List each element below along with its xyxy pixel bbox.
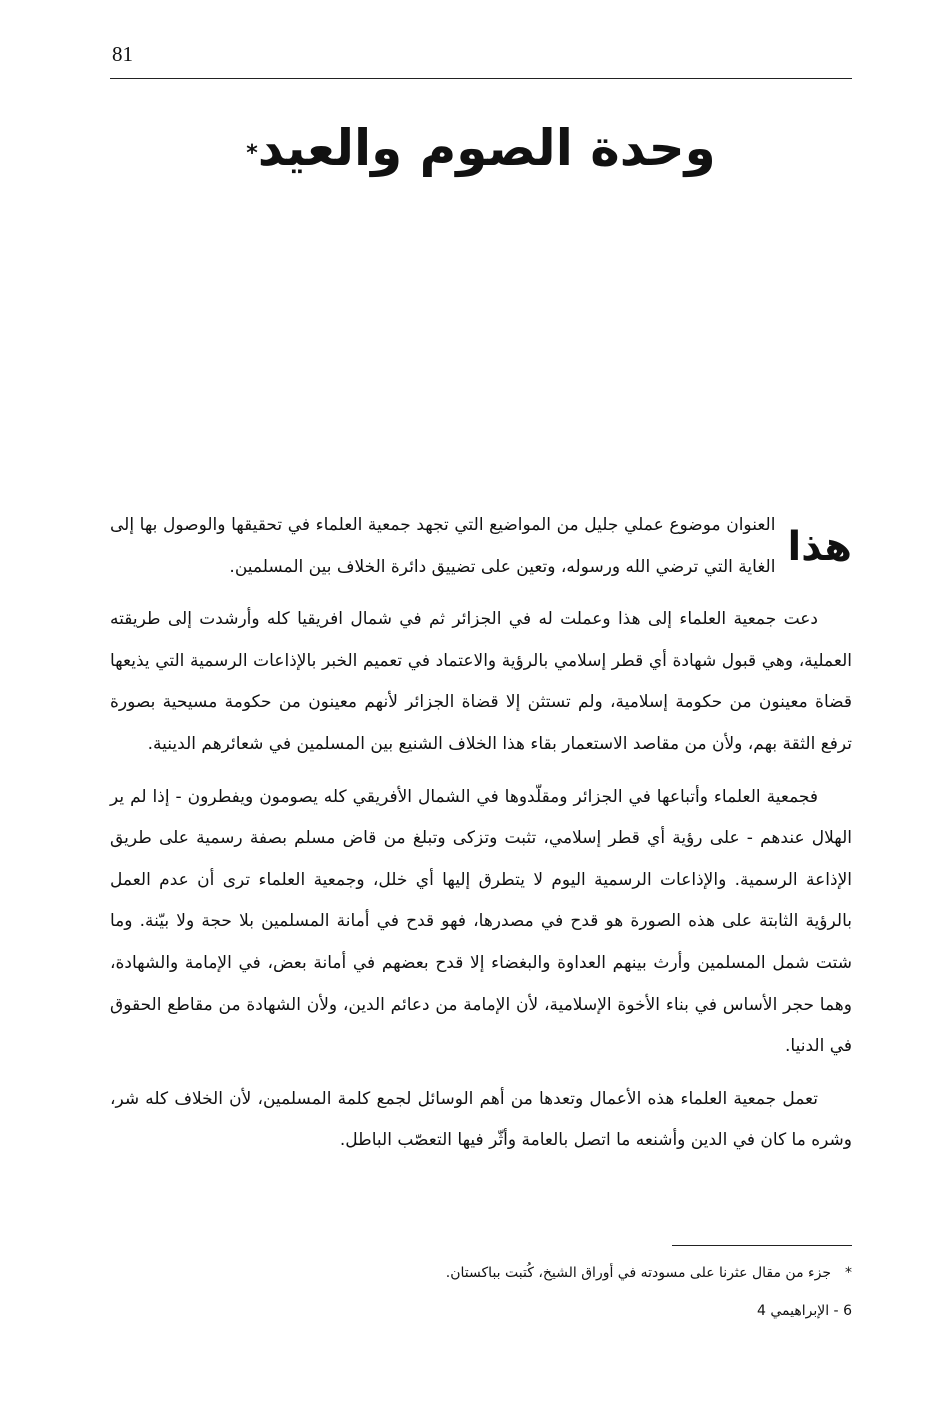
paragraph-1-text: العنوان موضوع عملي جليل من المواضيع التي تجهد جمعية العلماء في تحقيقها والوصول بها إلى الغاية التي ترضي الله ورسوله، وتعين على تضييق دائرة الخلاف بين المسلمين. [110, 515, 776, 577]
footnote-rule [672, 1245, 852, 1246]
page-title [110, 108, 852, 188]
header-rule [110, 78, 852, 79]
footnote [110, 1260, 852, 1286]
footnote-text: جزء من مقال عثرنا على مسودته في أوراق الشيخ، كُتبت بباكستان. [445, 1265, 831, 1281]
dropcap-word: هذا [787, 524, 852, 570]
paragraph-1 [110, 505, 852, 588]
title-footnote-mark: * [246, 141, 258, 166]
page-number: 81 [112, 42, 133, 66]
paragraph-2: دعت جمعية العلماء إلى هذا وعملت له في الجزائر ثم في شمال افريقيا كله وأرشدت إلى طريقته العملية، وهي قبول شهادة أي قطر إسلامي بالرؤية والاعتماد في تعميم الخبر بالإذاعات الرسمية التي يذيعها قضاة معينون من حكومة إسلامية، ولم تستثن إلا قضاة الجزائر لأنهم معينون من حكومة مسيحية بصورة ترفع الثقة بهم، ولأن من مقاصد الاستعمار بقاء هذا الخلاف الشنيع بين المسلمين في شعائرهم الدينية. [110, 609, 852, 754]
title-text: وحدة الصوم والعيد [257, 119, 716, 177]
paragraph-3: فجمعية العلماء وأتباعها في الجزائر ومقلّدوها في الشمال الأفريقي كله يصومون ويفطرون - إذا لم ير الهلال عندهم - على رؤية أي قطر إسلامي، تثبت وتزكى وتبلغ من قاض مسلم بصفة رسمية على طريق الإذاعة الرسمية. والإذاعات الرسمية اليوم لا يتطرق إليها أي خلل، وجمعية العلماء ترى أن عدم العمل بالرؤية الثابتة على هذه الصورة هو قدح في مصدرها، فهو قدح في أمانة المسلمين بلا حجة ولا بيّنة. وما شتت شمل المسلمين وأرث بينهم العداوة والبغضاء إلا قدح بعضهم في أمانة بعض، في الإمامة والشهادة، وهما حجر الأساس في بناء الأخوة الإسلامية، لأن الإمامة من دعائم الدين، ولأن الشهادة من مقاطع الحقوق في الدنيا. [110, 786, 852, 1057]
paragraph-4: تعمل جمعية العلماء هذه الأعمال وتعدها من أهم الوسائل لجمع كلمة المسلمين، لأن الخلاف كله شر، وشره ما كان في الدين وأشنعه ما اتصل بالعامة وأثّر فيها التعصّب الباطل. [110, 1088, 852, 1151]
footnote-mark: * [845, 1265, 852, 1281]
signature-line: 6 - الإبراهيمي 4 [756, 1303, 852, 1319]
article-body [110, 505, 852, 1173]
